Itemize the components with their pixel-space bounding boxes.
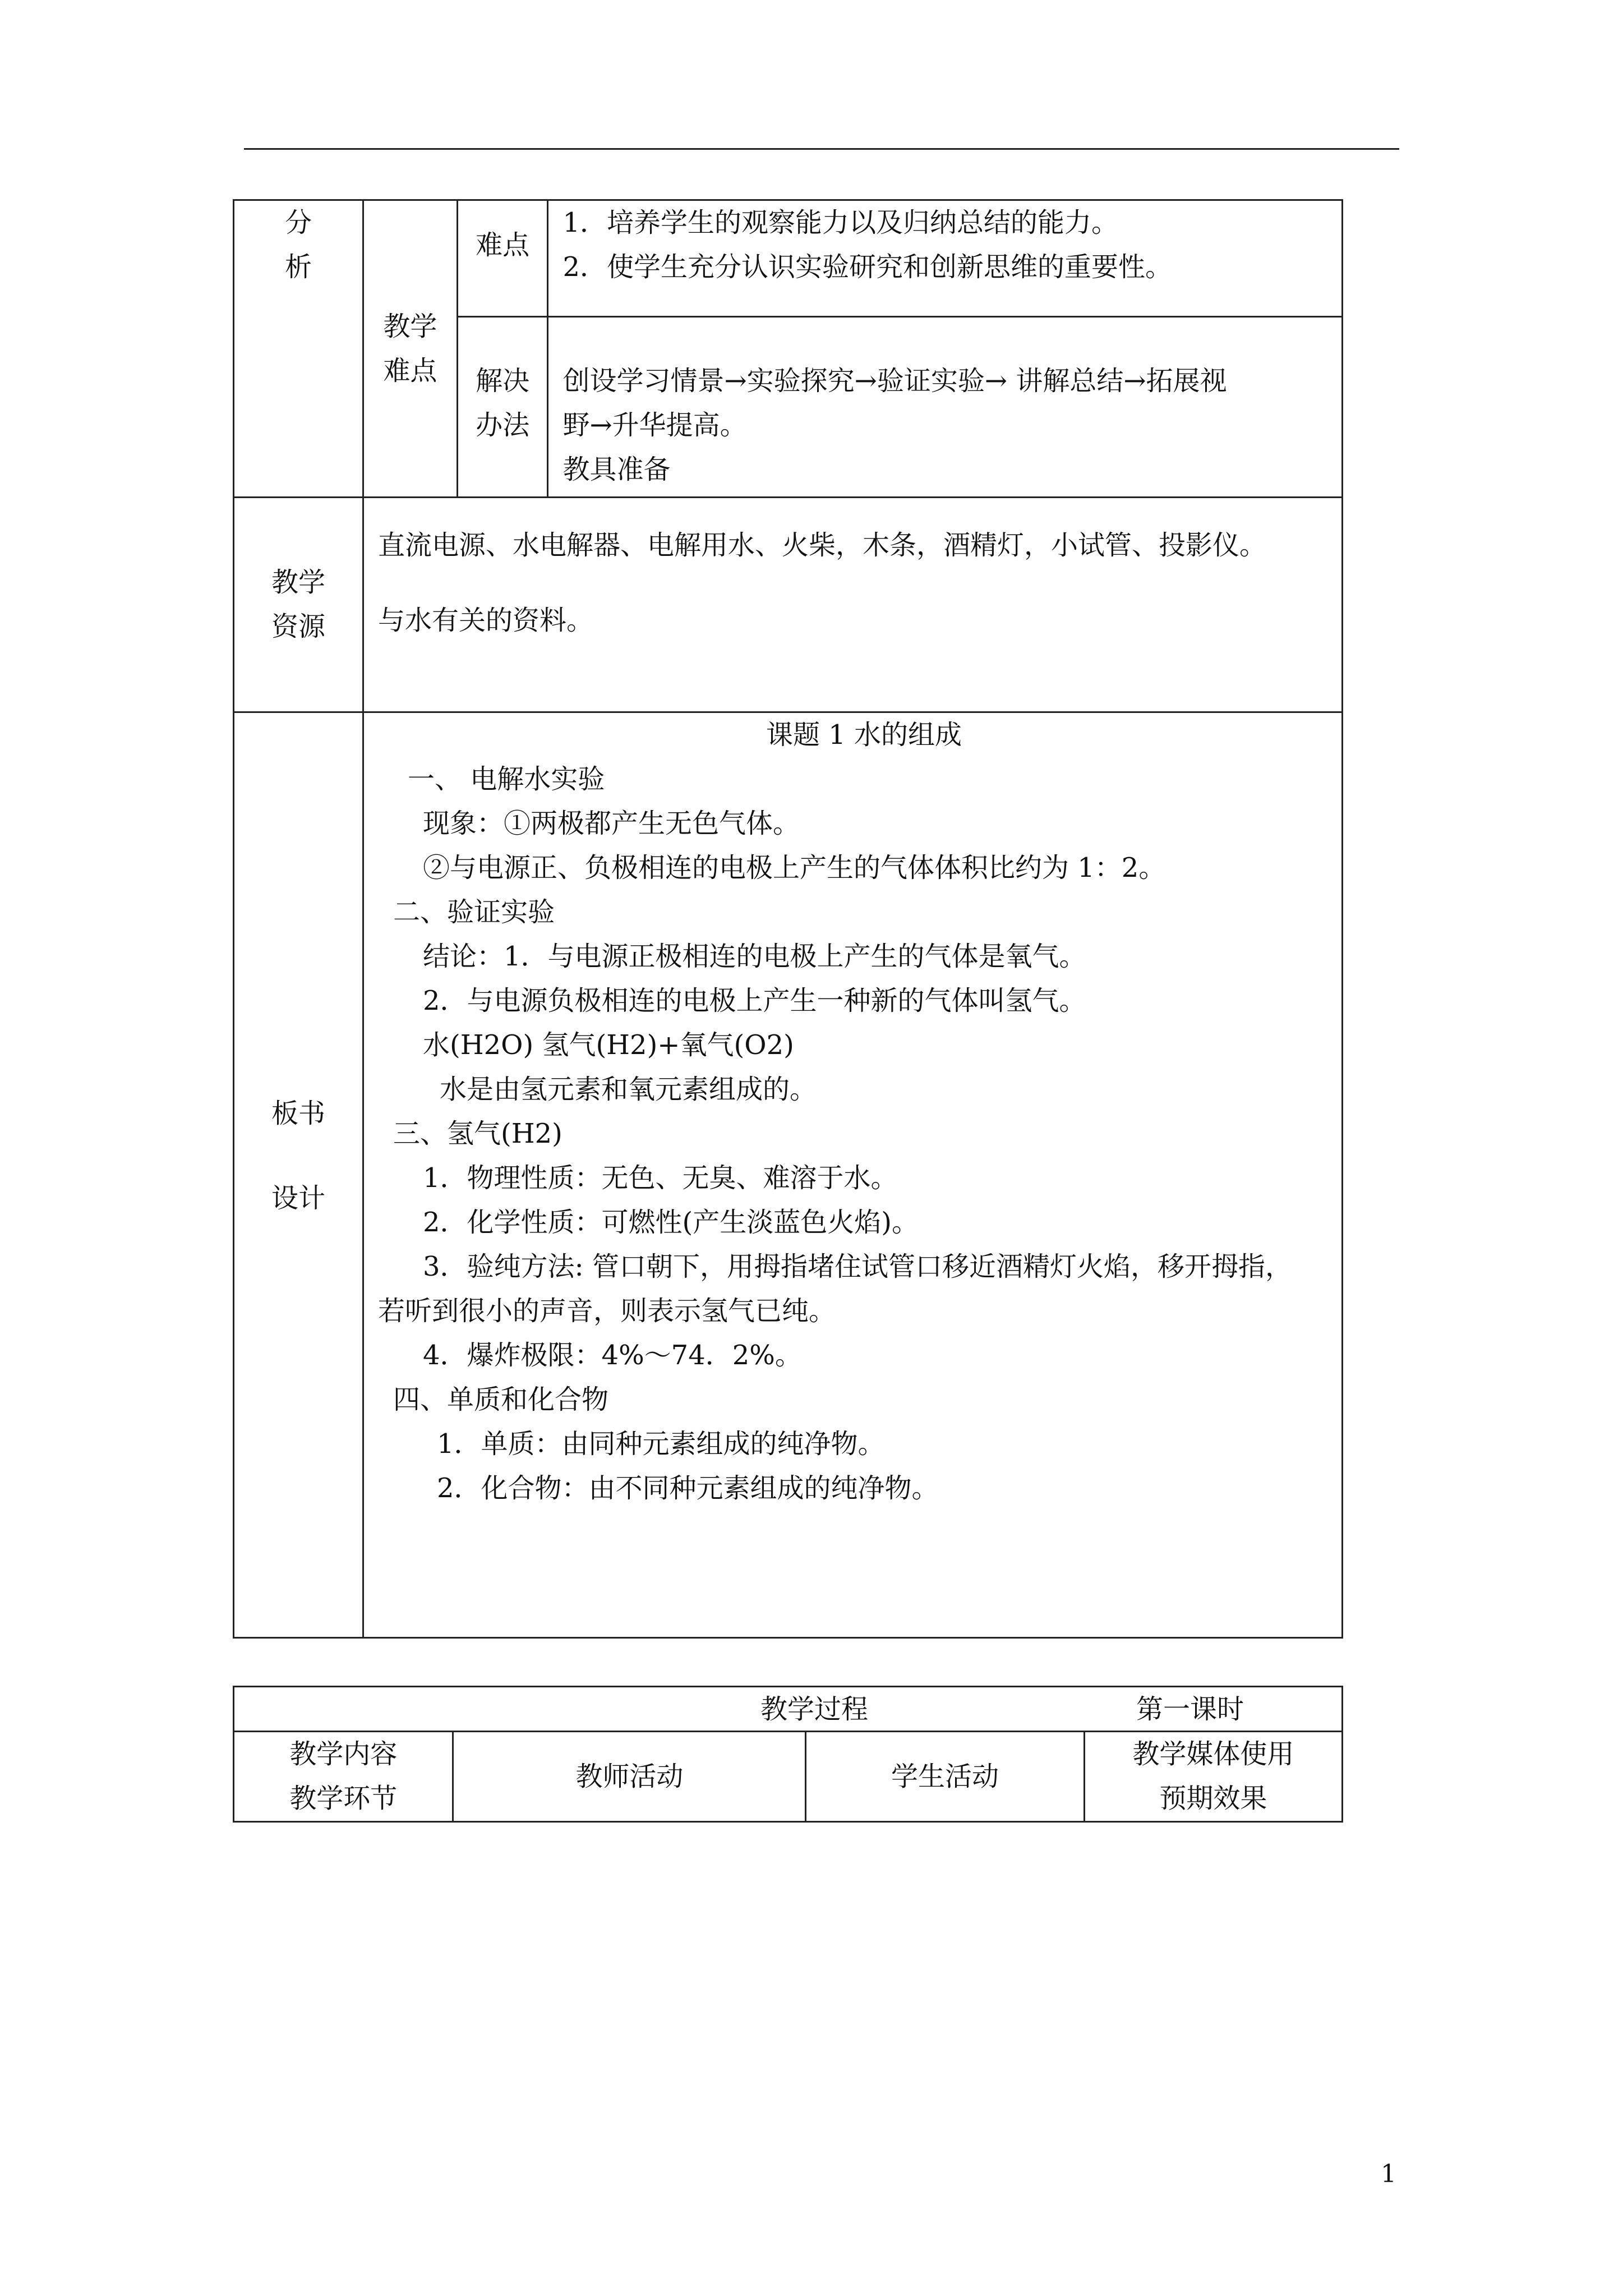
difficulty-label: 难点 xyxy=(476,229,530,261)
board-line-10: 1．物理性质：无色、无臭、难溶于水。 xyxy=(422,1162,898,1194)
analysis-label-line-1: 分 xyxy=(284,207,312,238)
board-line-11: 2．化学性质：可燃性(产生淡蓝色火焰)。 xyxy=(422,1207,919,1238)
difficulty-label-cell xyxy=(457,200,548,317)
teaching-difficulty-label-line-1: 教学 xyxy=(383,310,437,342)
page-number: 1 xyxy=(1381,2160,1396,2188)
process-period: 第一课时 xyxy=(1136,1694,1244,1725)
board-line-12: 3．验纯方法: 管口朝下，用拇指堵住试管口移近酒精灯火焰，移开拇指， xyxy=(422,1251,1292,1282)
process-col1-line-2: 教学环节 xyxy=(289,1783,398,1814)
solution-line-3: 教具准备 xyxy=(562,454,671,485)
resources-line-1: 直流电源、水电解器、电解用水、火柴，木条，酒精灯，小试管、投影仪。 xyxy=(377,530,1266,561)
board-line-1: 一、 电解水实验 xyxy=(407,763,605,795)
lesson-plan-table xyxy=(233,199,1343,1639)
board-line-8: 水是由氢元素和氧元素组成的。 xyxy=(439,1074,817,1105)
resources-label-line-1: 教学 xyxy=(271,567,325,598)
analysis-label-cell xyxy=(234,200,363,498)
board-line-13: 若听到很小的声音，则表示氢气已纯。 xyxy=(377,1295,836,1327)
solution-line-2: 野→升华提高。 xyxy=(562,409,747,441)
board-line-9: 三、氢气(H2) xyxy=(393,1118,562,1149)
board-label-line-1: 板书 xyxy=(271,1098,325,1129)
process-col3-label: 学生活动 xyxy=(891,1760,999,1792)
teaching-process-table xyxy=(233,1686,1343,1823)
solution-content-cell xyxy=(548,317,1343,498)
difficulty-line-1: 1．培养学生的观察能力以及归纳总结的能力。 xyxy=(562,207,1118,238)
process-col4-line-2: 预期效果 xyxy=(1159,1783,1267,1814)
board-line-3: ②与电源正、负极相连的电极上产生的气体体积比约为 1：2。 xyxy=(422,852,1166,884)
board-line-7: 水(H2O) 氢气(H2)+氧气(O2) xyxy=(422,1029,794,1061)
board-line-5: 结论：1．与电源正极相连的电极上产生的气体是氧气。 xyxy=(422,941,1086,972)
process-header-cell xyxy=(234,1687,1343,1732)
teaching-difficulty-label-line-2: 难点 xyxy=(383,355,437,386)
solution-label-cell xyxy=(457,317,548,498)
process-col4-line-1: 教学媒体使用 xyxy=(1132,1738,1294,1770)
resources-label-line-2: 资源 xyxy=(271,611,325,642)
board-line-16: 1．单质：由同种元素组成的纯净物。 xyxy=(436,1428,885,1460)
board-line-14: 4．爆炸极限：4%～74．2%。 xyxy=(422,1340,802,1371)
process-col1-line-1: 教学内容 xyxy=(289,1738,398,1770)
board-line-17: 2．化合物：由不同种元素组成的纯净物。 xyxy=(436,1473,939,1504)
process-col2-cell xyxy=(453,1732,806,1822)
board-content-cell xyxy=(363,712,1342,1638)
header-rule xyxy=(244,148,1399,150)
teaching-difficulty-label-cell xyxy=(363,200,457,498)
resources-line-2: 与水有关的资料。 xyxy=(377,605,593,636)
process-col2-label: 教师活动 xyxy=(575,1760,684,1792)
process-col1-cell xyxy=(234,1732,453,1822)
solution-line-1: 创设学习情景→实验探究→验证实验→ 讲解总结→拓展视 xyxy=(562,365,1227,397)
solution-label-line-1: 解决 xyxy=(476,365,530,397)
solution-label-line-2: 办法 xyxy=(476,409,530,441)
board-label-line-2: 设计 xyxy=(271,1182,325,1214)
difficulty-line-2: 2．使学生充分认识实验研究和创新思维的重要性。 xyxy=(562,251,1172,283)
resources-label-cell xyxy=(234,498,363,712)
difficulty-content-cell xyxy=(548,200,1343,317)
board-line-4: 二、验证实验 xyxy=(393,896,555,928)
resources-content-cell xyxy=(363,498,1342,712)
board-line-6: 2．与电源负极相连的电极上产生一种新的气体叫氢气。 xyxy=(422,985,1086,1016)
board-line-2: 现象：①两极都产生无色气体。 xyxy=(422,808,800,839)
process-col4-cell xyxy=(1084,1732,1342,1822)
process-col3-cell xyxy=(806,1732,1084,1822)
board-label-cell xyxy=(234,712,363,1638)
board-line-15: 四、单质和化合物 xyxy=(393,1384,608,1415)
analysis-label-line-2: 析 xyxy=(284,251,312,283)
board-title: 课题 1 水的组成 xyxy=(766,719,962,751)
process-title: 教学过程 xyxy=(760,1694,869,1725)
